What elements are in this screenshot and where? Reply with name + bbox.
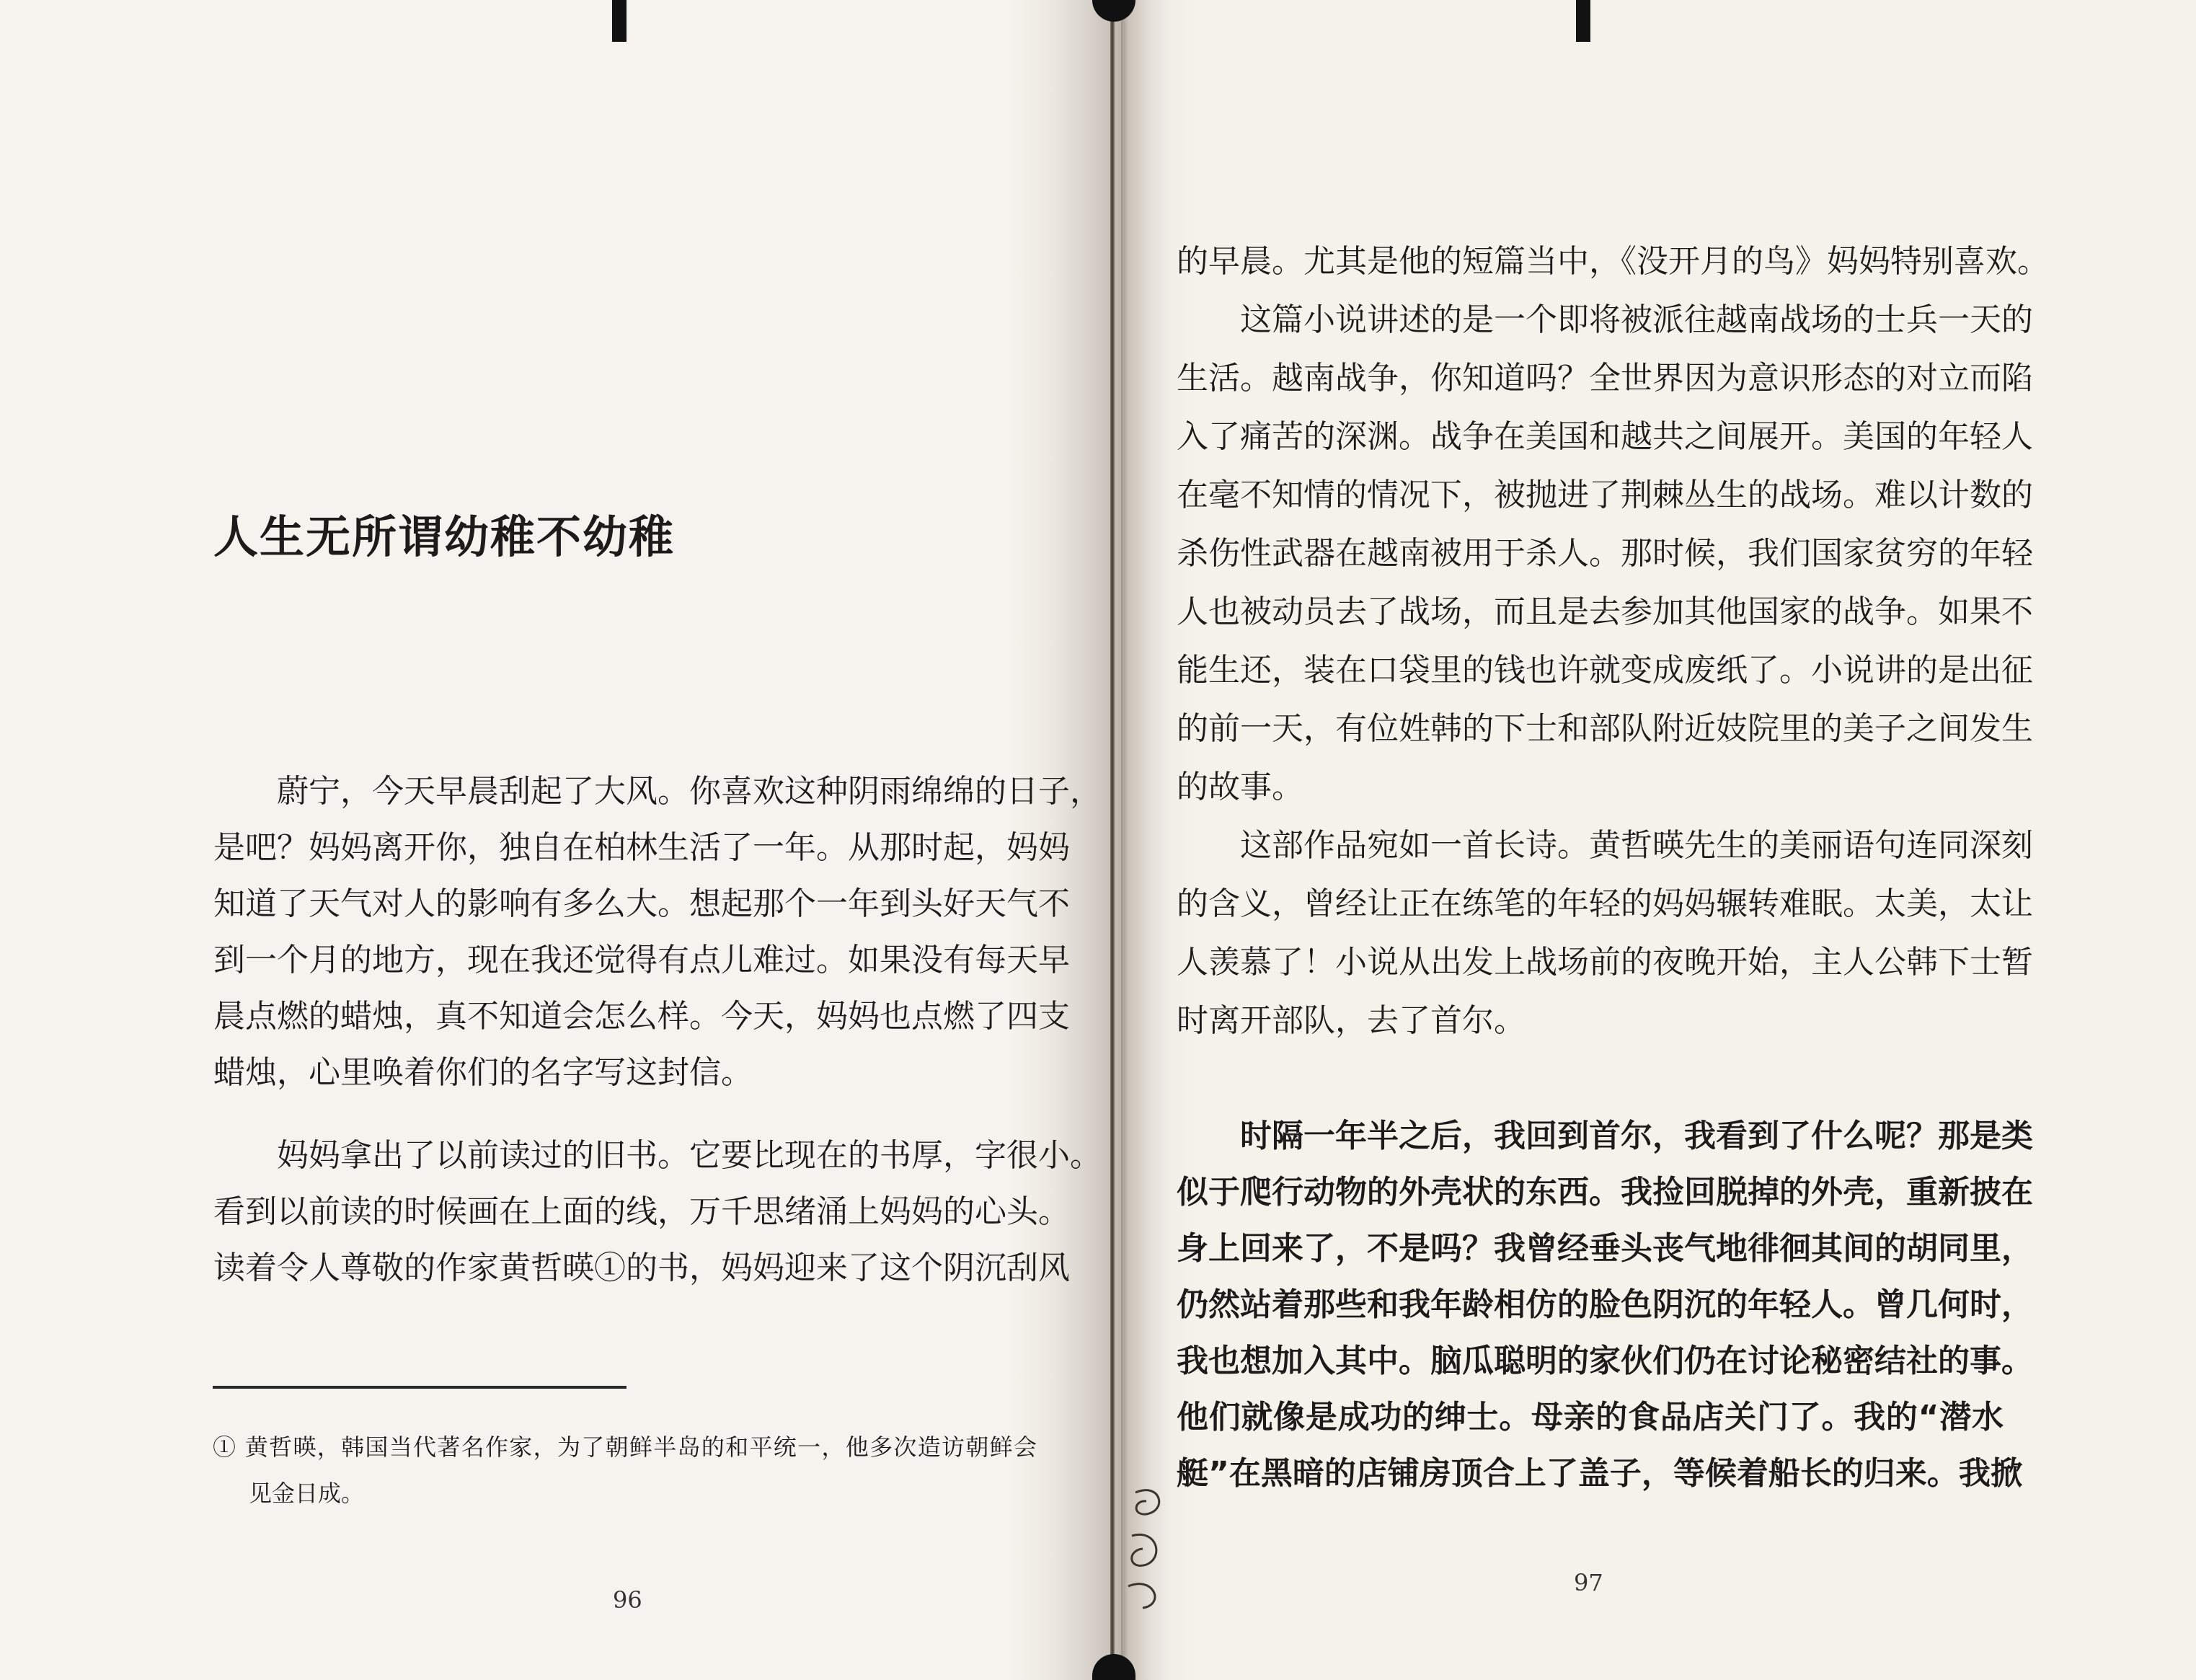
quote-line: 我也想加入其中。脑瓜聪明的家伙们仍在讨论秘密结社的事。	[1177, 1343, 2033, 1379]
text-line: 知道了天气对人的影响有多么大。想起那个一年到头好天气不	[213, 885, 1070, 922]
text-line: 时离开部队，去了首尔。	[1177, 1002, 1526, 1039]
chapter-tab-mark	[612, 0, 627, 42]
text-line: 读着令人尊敬的作家黄哲暎①的书，妈妈迎来了这个阴沉刮风	[213, 1250, 1070, 1286]
page-number: 97	[1574, 1569, 1603, 1596]
text-line: 这篇小说讲述的是一个即将被派往越南战场的士兵一天的	[1240, 301, 2033, 338]
quote-line: 身上回来了，不是吗？我曾经垂头丧气地徘徊其间的胡同里，	[1177, 1230, 2033, 1267]
footnote-line: ① 黄哲暎，韩国当代著名作家，为了朝鲜半岛的和平统一，他多次造访朝鲜会	[213, 1433, 1037, 1461]
chapter-tab-mark	[1576, 0, 1590, 42]
footnote-divider	[213, 1386, 627, 1389]
text-line: 在毫不知情的情况下，被抛进了荆棘丛生的战场。难以计数的	[1177, 477, 2033, 513]
quote-line: 时隔一年半之后，我回到首尔，我看到了什么呢？那是类	[1240, 1118, 2033, 1154]
text-line: 人羡慕了！小说从出发上战场前的夜晚开始，主人公韩下士暂	[1177, 944, 2033, 981]
page-number: 96	[613, 1586, 642, 1614]
text-line: 的含义，曾经让正在练笔的年轻的妈妈辗转难眠。太美，太让	[1177, 885, 2033, 922]
text-line: 蜡烛，心里唤着你们的名字写这封信。	[213, 1054, 753, 1091]
book-gutter	[1110, 0, 1115, 1680]
decorative-swirl-icon	[1121, 1478, 1172, 1615]
left-body-text	[213, 764, 1102, 1296]
text-line: 能生还，装在口袋里的钱也许就变成废纸了。小说讲的是出征	[1177, 652, 2033, 689]
quote-line: 仍然站着那些和我年龄相仿的脸色阴沉的年轻人。曾几何时，	[1177, 1286, 2033, 1323]
quote-line: 似于爬行动物的外壳状的东西。我捡回脱掉的外壳，重新披在	[1177, 1174, 2033, 1211]
text-line: 的前一天，有位姓韩的下士和部队附近妓院里的美子之间发生	[1177, 710, 2033, 747]
quote-line: 艇”在黑暗的店铺房顶合上了盖子，等候着船长的归来。我掀	[1177, 1455, 2022, 1492]
text-line: 这部作品宛如一首长诗。黄哲暎先生的美丽语句连同深刻	[1240, 827, 2033, 864]
footnote	[213, 1424, 1037, 1516]
text-line: 看到以前读的时候画在上面的线，万千思绪涌上妈妈的心头。	[213, 1193, 1070, 1230]
text-line: 入了痛苦的深渊。战争在美国和越共之间展开。美国的年轻人	[1177, 418, 2033, 455]
footnote-line: 见金日成。	[249, 1480, 365, 1507]
text-line: 是吧？妈妈离开你，独自在柏林生活了一年。从那时起，妈妈	[213, 829, 1070, 866]
text-line: 晨点燃的蜡烛，真不知道会怎么样。今天，妈妈也点燃了四支	[213, 998, 1070, 1035]
right-body-text	[1177, 232, 2049, 1050]
text-line: 妈妈拿出了以前读过的旧书。它要比现在的书厚，字很小。	[277, 1137, 1102, 1174]
text-line: 蔚宁，今天早晨刮起了大风。你喜欢这种阴雨绵绵的日子，	[277, 773, 1102, 810]
text-line: 生活。越南战争，你知道吗？全世界因为意识形态的对立而陷	[1177, 360, 2033, 397]
text-line: 的故事。	[1177, 769, 1303, 805]
text-line: 杀伤性武器在越南被用于杀人。那时候，我们国家贫穷的年轻	[1177, 535, 2033, 572]
quoted-passage	[1177, 1108, 2033, 1502]
right-page	[1121, 0, 2196, 1680]
chapter-title: 人生无所谓幼稚不幼稚	[213, 510, 676, 563]
text-line: 人也被动员去了战场，而且是去参加其他国家的战争。如果不	[1177, 593, 2033, 630]
text-line: 的早晨。尤其是他的短篇当中，《没开月的鸟》妈妈特别喜欢。	[1177, 243, 2049, 280]
quote-line: 他们就像是成功的绅士。母亲的食品店关门了。我的“潜水	[1177, 1399, 2004, 1436]
text-line: 到一个月的地方，现在我还觉得有点儿难过。如果没有每天早	[213, 942, 1070, 978]
